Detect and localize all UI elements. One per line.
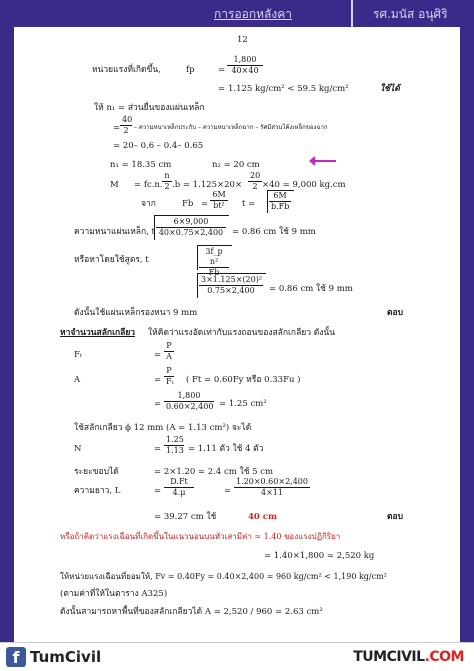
t-label: ความหนาแผ่นเหล็ก, t [74, 227, 155, 237]
ft-symbol: Fₜ [74, 350, 82, 360]
page-footer [0, 642, 474, 671]
footer-brand-right-main: TUMCIVIL [353, 649, 425, 665]
header-author: รศ.มนัส อนุศิริ [373, 7, 448, 21]
length-calc-eq: = [224, 486, 232, 496]
t2-formula-num: 3f_p n² [199, 247, 229, 268]
spacing-calc: = 2×1.20 = 2.4 cm ใช้ 5 cm [154, 467, 274, 477]
page-number: 12 [237, 35, 248, 45]
t2-result: = 0.86 cm ใช้ 9 mm [269, 284, 353, 294]
bolt-line: ใช้สลักเกลียว ϕ 12 mm (A = 1.13 cm²) จะได้ [74, 423, 252, 433]
section-text: ให้คิดว่าแรงอัดเท่ากับแรงถอนของสลักเกลียว ดังนั้น [148, 328, 336, 338]
highlight-arrow-icon [314, 160, 336, 162]
right-border [460, 27, 474, 642]
n-result: = 1.11 ตัว ใช้ 4 ตัว [188, 444, 264, 454]
t-frac-num: 6M [269, 191, 291, 202]
n1-value: n₁ = 18.35 cm [110, 160, 172, 170]
fp-label: หน่วยแรงที่เกิดขึ้น, [92, 65, 161, 75]
length-result: = 39.27 cm ใช้ [154, 512, 217, 522]
n1-label: ให้ n₁ = ส่วนยื่นของแผ่นเหล็ก [94, 103, 205, 113]
t2-calc-fraction [199, 275, 263, 296]
m-frac-den: 2 [164, 182, 170, 191]
ft-fraction [164, 341, 174, 362]
length-calc-fraction [234, 477, 310, 498]
m-fraction-2 [248, 171, 262, 192]
facebook-icon[interactable]: f [6, 647, 26, 667]
length-calc-num: 1.20×0.60×2,400 [234, 477, 310, 488]
t2-calc-num: 3×1.125×(20)² [201, 275, 263, 284]
red-note: หรือถ้าคิดว่าแรงเฉือนที่เกิดขึ้นในแนวนอนบนหัวเสามีค่า ≈ 1.40 ของแรงปฏิกิริยา [60, 532, 341, 541]
m-symbol: M [110, 180, 119, 190]
left-border [0, 27, 14, 642]
page-content [14, 27, 460, 642]
t-calc-num: 6×9,000 [156, 217, 226, 228]
n1-frac-num: 40 [122, 115, 133, 124]
t-symbol: t = [242, 199, 256, 209]
a-fraction [164, 366, 174, 387]
a-result: = 1.25 cm² [219, 399, 267, 409]
n1-fraction [120, 115, 132, 136]
fp-ok: ใช้ได้ [380, 84, 400, 94]
m-frac2-num: 20 [250, 171, 261, 180]
m-rest: .b = 1.125×20× [172, 180, 243, 190]
answer-label-1: ตอบ [387, 308, 404, 318]
table-reference: (ตามค่าที่ให้ในตาราง A325) [60, 589, 168, 599]
ft-num: P [164, 341, 174, 352]
footer-brand-right-suffix: .COM [424, 649, 464, 665]
m-eq: = fc.n. [134, 180, 163, 190]
a-note: ( Ft = 0.60Fy หรือ 0.33Fu ) [186, 375, 301, 385]
m-frac2-den: 2 [252, 182, 258, 191]
fp-num: 1,800 [227, 55, 263, 66]
fb-fraction [210, 190, 228, 211]
shear-stress: ให้หน่วยแรงเฉือนที่ยอมให้, Fv = 0.40Fy = 0.40×2,400 = 960 kg/cm² < 1,190 kg/cm² [60, 572, 387, 581]
header-title: การออกหลังคา [214, 7, 293, 21]
shear-result: = 1.40×1,800 = 2,520 kg [264, 551, 375, 561]
t-fraction [269, 191, 291, 212]
section-title: หาจำนวนสลักเกลียว [60, 328, 136, 338]
fp-result-eq: = [218, 84, 226, 94]
a-eq: = [154, 375, 162, 385]
n2-value: n₂ = 20 cm [212, 160, 260, 170]
fb-from: จาก [141, 199, 156, 209]
fp-fraction [227, 55, 263, 76]
a-calc-eq: = [154, 399, 162, 409]
page-header [0, 0, 474, 27]
a-den: Fₜ [166, 377, 174, 386]
length-use: 40 cm [248, 512, 277, 522]
spacing-label: ระยะขอบได้ [74, 467, 119, 477]
m-fraction [162, 171, 172, 192]
n1-description: – ความหนาเหล็กประกับ – ความหนาเหล็กฉาก – รัศมีส่วนโค้งเหล็กของฉาก [134, 124, 328, 131]
t2-formula-den: Fb [208, 268, 220, 277]
a-calc-den: 0.60×2,400 [166, 402, 214, 411]
t2-calc-den: 0.75×2,400 [207, 286, 255, 295]
n1-eq: = [113, 123, 121, 133]
m-result: ×40 = 9,000 kg.cm [262, 180, 346, 190]
fb-frac-den: bt² [213, 201, 225, 210]
fb-frac-num: 6M [210, 190, 228, 201]
length-label: ความยาว, L [74, 486, 121, 496]
answer-label-2: ตอบ [387, 512, 404, 522]
n1-calc: = 20– 0.6 – 0.4– 0.65 [113, 141, 204, 151]
ft-eq: = [154, 350, 162, 360]
t-calc-fraction [156, 217, 226, 238]
length-fraction [164, 477, 194, 498]
a-symbol: A [74, 375, 81, 385]
fb-symbol: Fb [182, 199, 194, 209]
m-frac-num: n [162, 171, 172, 182]
t-frac-den: b.Fb [271, 202, 290, 211]
t2-label: หรือหาโดยใช้สูตร, t [74, 255, 149, 265]
fp-eq: = [218, 65, 226, 75]
a-calc-fraction [164, 391, 214, 412]
area-line: ดังนั้นสามารถหาพื้นที่ของสลักเกลียวได้ A = 2,520 / 960 = 2.63 cm² [60, 607, 323, 617]
n-num: 1.25 [166, 435, 184, 444]
length-num: D.Ft [164, 477, 194, 488]
n-symbol: N [74, 444, 82, 454]
length-den: 4.μ [172, 488, 186, 497]
n-den: 1.13 [166, 446, 184, 455]
n-eq: = [154, 444, 162, 454]
t-calc-den: 40×0.75×2,400 [158, 228, 224, 237]
a-num: P [164, 366, 174, 377]
t-result: = 0.86 cm ใช้ 9 mm [232, 227, 316, 237]
n1-frac-den: 2 [123, 126, 129, 135]
fp-result: 1.125 kg/cm² < 59.5 kg/cm² [228, 84, 349, 94]
length-eq: = [154, 486, 162, 496]
footer-brand-left[interactable]: TumCivil [30, 648, 102, 666]
ft-den: A [166, 352, 172, 361]
fp-symbol: fp [186, 65, 195, 75]
footer-brand-right[interactable] [353, 649, 464, 665]
n-fraction [164, 435, 184, 456]
length-calc-den: 4×11 [261, 488, 283, 497]
header-divider [351, 0, 353, 27]
plate-conclusion: ดังนั้นใช้แผ่นเหล็กรองหนา 9 mm [74, 308, 198, 318]
fb-eq: = [201, 199, 209, 209]
fp-den: 40×40 [231, 66, 259, 75]
a-calc-num: 1,800 [164, 391, 214, 402]
